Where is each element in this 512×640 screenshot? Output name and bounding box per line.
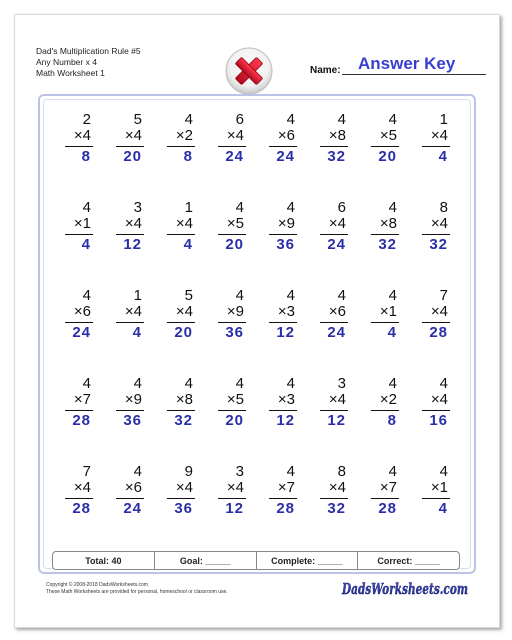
score-goal: Goal: _____	[155, 552, 257, 569]
multiplicand: 4	[388, 111, 397, 128]
multiplier: ×4	[175, 215, 193, 232]
answer: 4	[438, 500, 448, 517]
multiplier: ×7	[379, 479, 397, 496]
answer: 24	[327, 324, 346, 341]
answer-rule	[320, 322, 348, 323]
answer: 28	[429, 324, 448, 341]
multiplier: ×8	[175, 391, 193, 408]
answer-rule	[269, 498, 297, 499]
multiplicand: 4	[286, 287, 295, 304]
problem	[309, 288, 360, 376]
multiplicand: 5	[184, 287, 193, 304]
problem	[54, 376, 105, 464]
multiplier: ×6	[73, 303, 91, 320]
multiplier: ×9	[226, 303, 244, 320]
answer: 8	[183, 148, 193, 165]
multiplier: ×6	[328, 303, 346, 320]
problem	[360, 464, 411, 552]
answer-rule	[65, 234, 93, 235]
multiplicand: 4	[388, 287, 397, 304]
multiplicand: 8	[337, 463, 346, 480]
answer-rule	[167, 498, 195, 499]
answer-rule	[167, 410, 195, 411]
answer-rule	[320, 498, 348, 499]
multiplier: ×6	[124, 479, 142, 496]
answer-rule	[116, 322, 144, 323]
answer-rule	[218, 410, 246, 411]
dadsworksheets-logo	[338, 576, 472, 600]
answer: 4	[132, 324, 142, 341]
answer-rule	[65, 322, 93, 323]
problem	[207, 464, 258, 552]
problem-row	[54, 376, 462, 464]
problem	[411, 464, 462, 552]
multiplier: ×4	[226, 479, 244, 496]
multiplier: ×9	[277, 215, 295, 232]
multiplicand: 4	[439, 375, 448, 392]
problem	[360, 200, 411, 288]
problem	[309, 112, 360, 200]
multiplicand: 1	[133, 287, 142, 304]
problem	[360, 112, 411, 200]
problem	[309, 464, 360, 552]
footer-text	[46, 582, 228, 596]
problem	[105, 200, 156, 288]
answer: 28	[72, 500, 91, 517]
problem	[54, 112, 105, 200]
multiplicand: 4	[82, 375, 91, 392]
worksheet-header	[36, 46, 141, 79]
multiplicand: 4	[286, 199, 295, 216]
problem	[258, 200, 309, 288]
multiplicand: 4	[235, 199, 244, 216]
multiplicand: 5	[133, 111, 142, 128]
answer-rule	[116, 498, 144, 499]
answer: 24	[72, 324, 91, 341]
problem	[258, 464, 309, 552]
answer-rule	[371, 146, 399, 147]
problem	[156, 376, 207, 464]
answer: 12	[276, 412, 295, 429]
multiplier: ×1	[73, 215, 91, 232]
problem	[411, 376, 462, 464]
problem-row	[54, 200, 462, 288]
answer: 4	[81, 236, 91, 253]
answer: 32	[429, 236, 448, 253]
problem	[207, 112, 258, 200]
multiplicand: 4	[235, 375, 244, 392]
answer: 28	[276, 500, 295, 517]
multiplier: ×4	[175, 303, 193, 320]
answer: 4	[438, 148, 448, 165]
answer-rule	[269, 322, 297, 323]
multiplier: ×4	[73, 479, 91, 496]
multiplicand: 6	[337, 199, 346, 216]
problem	[258, 288, 309, 376]
answer: 20	[123, 148, 142, 165]
multiplicand: 6	[235, 111, 244, 128]
multiplicand: 1	[439, 111, 448, 128]
multiplicand: 4	[337, 287, 346, 304]
problem	[258, 112, 309, 200]
answer-key-text: Answer Key	[358, 54, 456, 73]
problem	[309, 376, 360, 464]
multiplier: ×4	[124, 215, 142, 232]
problem	[105, 464, 156, 552]
problem	[207, 376, 258, 464]
multiplicand: 4	[133, 463, 142, 480]
multiplier: ×4	[430, 391, 448, 408]
multiplier: ×1	[430, 479, 448, 496]
multiplier: ×5	[226, 215, 244, 232]
multiplier: ×4	[124, 127, 142, 144]
answer-rule	[65, 146, 93, 147]
answer: 12	[123, 236, 142, 253]
answer: 24	[123, 500, 142, 517]
problem	[258, 376, 309, 464]
answer-rule	[116, 146, 144, 147]
multiplier: ×4	[328, 479, 346, 496]
multiplier: ×4	[328, 391, 346, 408]
multiplicand: 9	[184, 463, 193, 480]
answer: 32	[378, 236, 397, 253]
multiplicand: 4	[235, 287, 244, 304]
multiplicand: 7	[82, 463, 91, 480]
problem-row	[54, 112, 462, 200]
problem	[156, 464, 207, 552]
answer: 12	[276, 324, 295, 341]
copyright-text: Copyright © 2008-2018 DadsWorksheets.com	[46, 582, 148, 588]
answer: 28	[72, 412, 91, 429]
answer-rule	[65, 410, 93, 411]
answer: 20	[225, 236, 244, 253]
multiplier: ×2	[379, 391, 397, 408]
answer-rule	[167, 322, 195, 323]
red-x-icon	[224, 46, 274, 96]
multiplier: ×7	[277, 479, 295, 496]
problems-panel	[38, 94, 476, 574]
answer-rule	[167, 146, 195, 147]
multiplier: ×4	[430, 303, 448, 320]
multiplicand: 3	[133, 199, 142, 216]
score-total: Total: 40	[53, 552, 155, 569]
answer: 20	[378, 148, 397, 165]
multiplicand: 7	[439, 287, 448, 304]
multiplier: ×8	[379, 215, 397, 232]
problem-row	[54, 288, 462, 376]
problem	[105, 112, 156, 200]
multiplier: ×5	[226, 391, 244, 408]
multiplier: ×4	[73, 127, 91, 144]
problem	[156, 288, 207, 376]
answer: 32	[174, 412, 193, 429]
multiplier: ×3	[277, 303, 295, 320]
multiplicand: 1	[184, 199, 193, 216]
answer-rule	[422, 146, 450, 147]
answer: 32	[327, 500, 346, 517]
multiplicand: 4	[337, 111, 346, 128]
problem	[360, 288, 411, 376]
answer: 36	[225, 324, 244, 341]
answer: 24	[276, 148, 295, 165]
problem	[54, 288, 105, 376]
answer: 8	[81, 148, 91, 165]
multiplier: ×7	[73, 391, 91, 408]
multiplier: ×9	[124, 391, 142, 408]
answer-rule	[371, 410, 399, 411]
answer-rule	[269, 410, 297, 411]
answer-rule	[422, 234, 450, 235]
answer: 36	[174, 500, 193, 517]
multiplicand: 4	[286, 375, 295, 392]
problem	[411, 200, 462, 288]
multiplier: ×4	[430, 215, 448, 232]
answer-rule	[320, 410, 348, 411]
multiplier: ×3	[277, 391, 295, 408]
name-label: Name:	[310, 65, 341, 76]
multiplicand: 4	[286, 111, 295, 128]
problem	[156, 112, 207, 200]
answer: 32	[327, 148, 346, 165]
answer-rule	[218, 234, 246, 235]
score-correct: Correct: _____	[377, 555, 440, 566]
score-bar	[52, 551, 460, 570]
logo-text: DadsWorksheets.com	[341, 580, 468, 598]
problem	[309, 200, 360, 288]
problems-grid	[54, 112, 462, 552]
multiplier: ×4	[175, 479, 193, 496]
multiplicand: 3	[337, 375, 346, 392]
answer-rule	[422, 498, 450, 499]
answer-rule	[218, 146, 246, 147]
answer: 4	[387, 324, 397, 341]
problem	[207, 288, 258, 376]
problem	[156, 200, 207, 288]
multiplier: ×4	[226, 127, 244, 144]
worksheet-subtitle: Any Number x 4	[36, 57, 97, 67]
multiplicand: 4	[82, 287, 91, 304]
multiplicand: 4	[184, 375, 193, 392]
answer-rule	[320, 146, 348, 147]
problem	[360, 376, 411, 464]
answer-rule	[320, 234, 348, 235]
multiplicand: 3	[235, 463, 244, 480]
worksheet-number: Math Worksheet 1	[36, 68, 105, 78]
answer-rule	[167, 234, 195, 235]
answer-rule	[116, 234, 144, 235]
answer-rule	[371, 234, 399, 235]
answer: 20	[174, 324, 193, 341]
problem	[207, 200, 258, 288]
problem	[105, 288, 156, 376]
answer-rule	[65, 498, 93, 499]
problem	[54, 464, 105, 552]
multiplier: ×4	[328, 215, 346, 232]
multiplicand: 4	[82, 199, 91, 216]
multiplicand: 4	[388, 199, 397, 216]
answer-rule	[371, 322, 399, 323]
multiplier: ×1	[379, 303, 397, 320]
name-row	[310, 56, 486, 76]
answer: 8	[387, 412, 397, 429]
multiplicand: 4	[133, 375, 142, 392]
problem	[411, 288, 462, 376]
multiplicand: 4	[184, 111, 193, 128]
multiplicand: 2	[82, 111, 91, 128]
multiplicand: 4	[286, 463, 295, 480]
answer-rule	[116, 410, 144, 411]
multiplier: ×4	[124, 303, 142, 320]
answer: 12	[225, 500, 244, 517]
problem-row	[54, 464, 462, 552]
multiplicand: 8	[439, 199, 448, 216]
answer-rule	[422, 410, 450, 411]
worksheet-title: Dad's Multiplication Rule #5	[36, 46, 141, 56]
answer: 24	[225, 148, 244, 165]
score-complete: Complete: _____	[257, 552, 359, 569]
answer: 36	[276, 236, 295, 253]
notice-text: These Math Worksheets are provided for personal, homeschool or classroom use.	[46, 589, 228, 595]
multiplier: ×8	[328, 127, 346, 144]
multiplier: ×4	[430, 127, 448, 144]
multiplicand: 4	[388, 463, 397, 480]
answer-rule	[269, 146, 297, 147]
answer-rule	[371, 498, 399, 499]
answer: 28	[378, 500, 397, 517]
answer: 24	[327, 236, 346, 253]
multiplicand: 4	[388, 375, 397, 392]
problem	[105, 376, 156, 464]
answer-rule	[269, 234, 297, 235]
problem	[411, 112, 462, 200]
answer: 36	[123, 412, 142, 429]
multiplier: ×2	[175, 127, 193, 144]
name-line	[342, 74, 486, 75]
answer: 20	[225, 412, 244, 429]
answer-rule	[422, 322, 450, 323]
answer: 16	[429, 412, 448, 429]
answer: 4	[183, 236, 193, 253]
answer-rule	[218, 498, 246, 499]
problem	[54, 200, 105, 288]
answer-rule	[218, 322, 246, 323]
multiplier: ×6	[277, 127, 295, 144]
multiplier: ×5	[379, 127, 397, 144]
answer: 12	[327, 412, 346, 429]
multiplicand: 4	[439, 463, 448, 480]
